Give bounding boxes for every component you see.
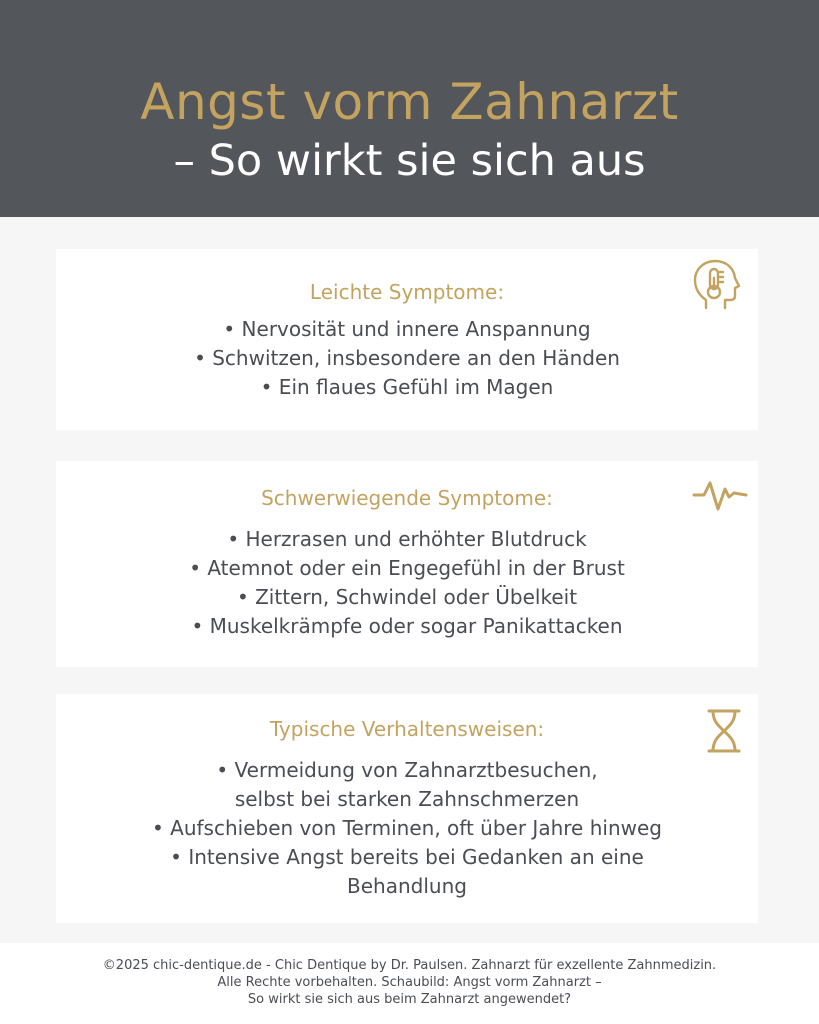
behavior-list [56,756,758,901]
page-title: Angst vorm Zahnarzt [140,73,679,131]
list-item: Behandlung [347,874,467,898]
section-title-severe: Schwerwiegende Symptome: [261,486,553,510]
list-item: • Muskelkrämpfe oder sogar Panikattacken [191,614,623,638]
card-severe-symptoms [56,461,758,667]
list-item: • Schwitzen, insbesondere an den Händen [194,346,620,370]
footer-line: ©2025 chic-dentique.de - Chic Dentique by Dr. Paulsen. Zahnarzt für exzellente Zahnmedizin. [102,958,717,973]
list-item: selbst bei starken Zahnschmerzen [234,787,580,811]
footer-line: So wirkt sie sich aus beim Zahnarzt angewendet? [247,992,572,1007]
list-item: • Zittern, Schwindel oder Übelkeit [236,585,578,609]
symptom-list-mild [56,315,758,402]
section-title-behaviors: Typische Verhaltensweisen: [269,717,545,741]
list-item: • Atemnot oder ein Engegefühl in der Brust [189,556,625,580]
footer-copyright [0,957,819,1008]
header-banner [0,0,819,217]
page-subtitle: – So wirkt sie sich aus [173,136,646,186]
list-item: • Herzrasen und erhöhter Blutdruck [227,527,587,551]
list-item: • Vermeidung von Zahnarztbesuchen, [216,758,598,782]
list-item: • Intensive Angst bereits bei Gedanken an eine [170,845,644,869]
section-title-mild: Leichte Symptome: [309,280,505,304]
list-item: • Aufschieben von Terminen, oft über Jahre hinweg [152,816,662,840]
footer-line: Alle Rechte vorbehalten. Schaubild: Angst vorm Zahnarzt – [217,975,602,990]
card-typical-behaviors [56,694,758,923]
symptom-list-severe [56,525,758,641]
card-mild-symptoms [56,249,758,430]
list-item: • Ein flaues Gefühl im Magen [260,375,554,399]
list-item: • Nervosität und innere Anspannung [223,317,591,341]
